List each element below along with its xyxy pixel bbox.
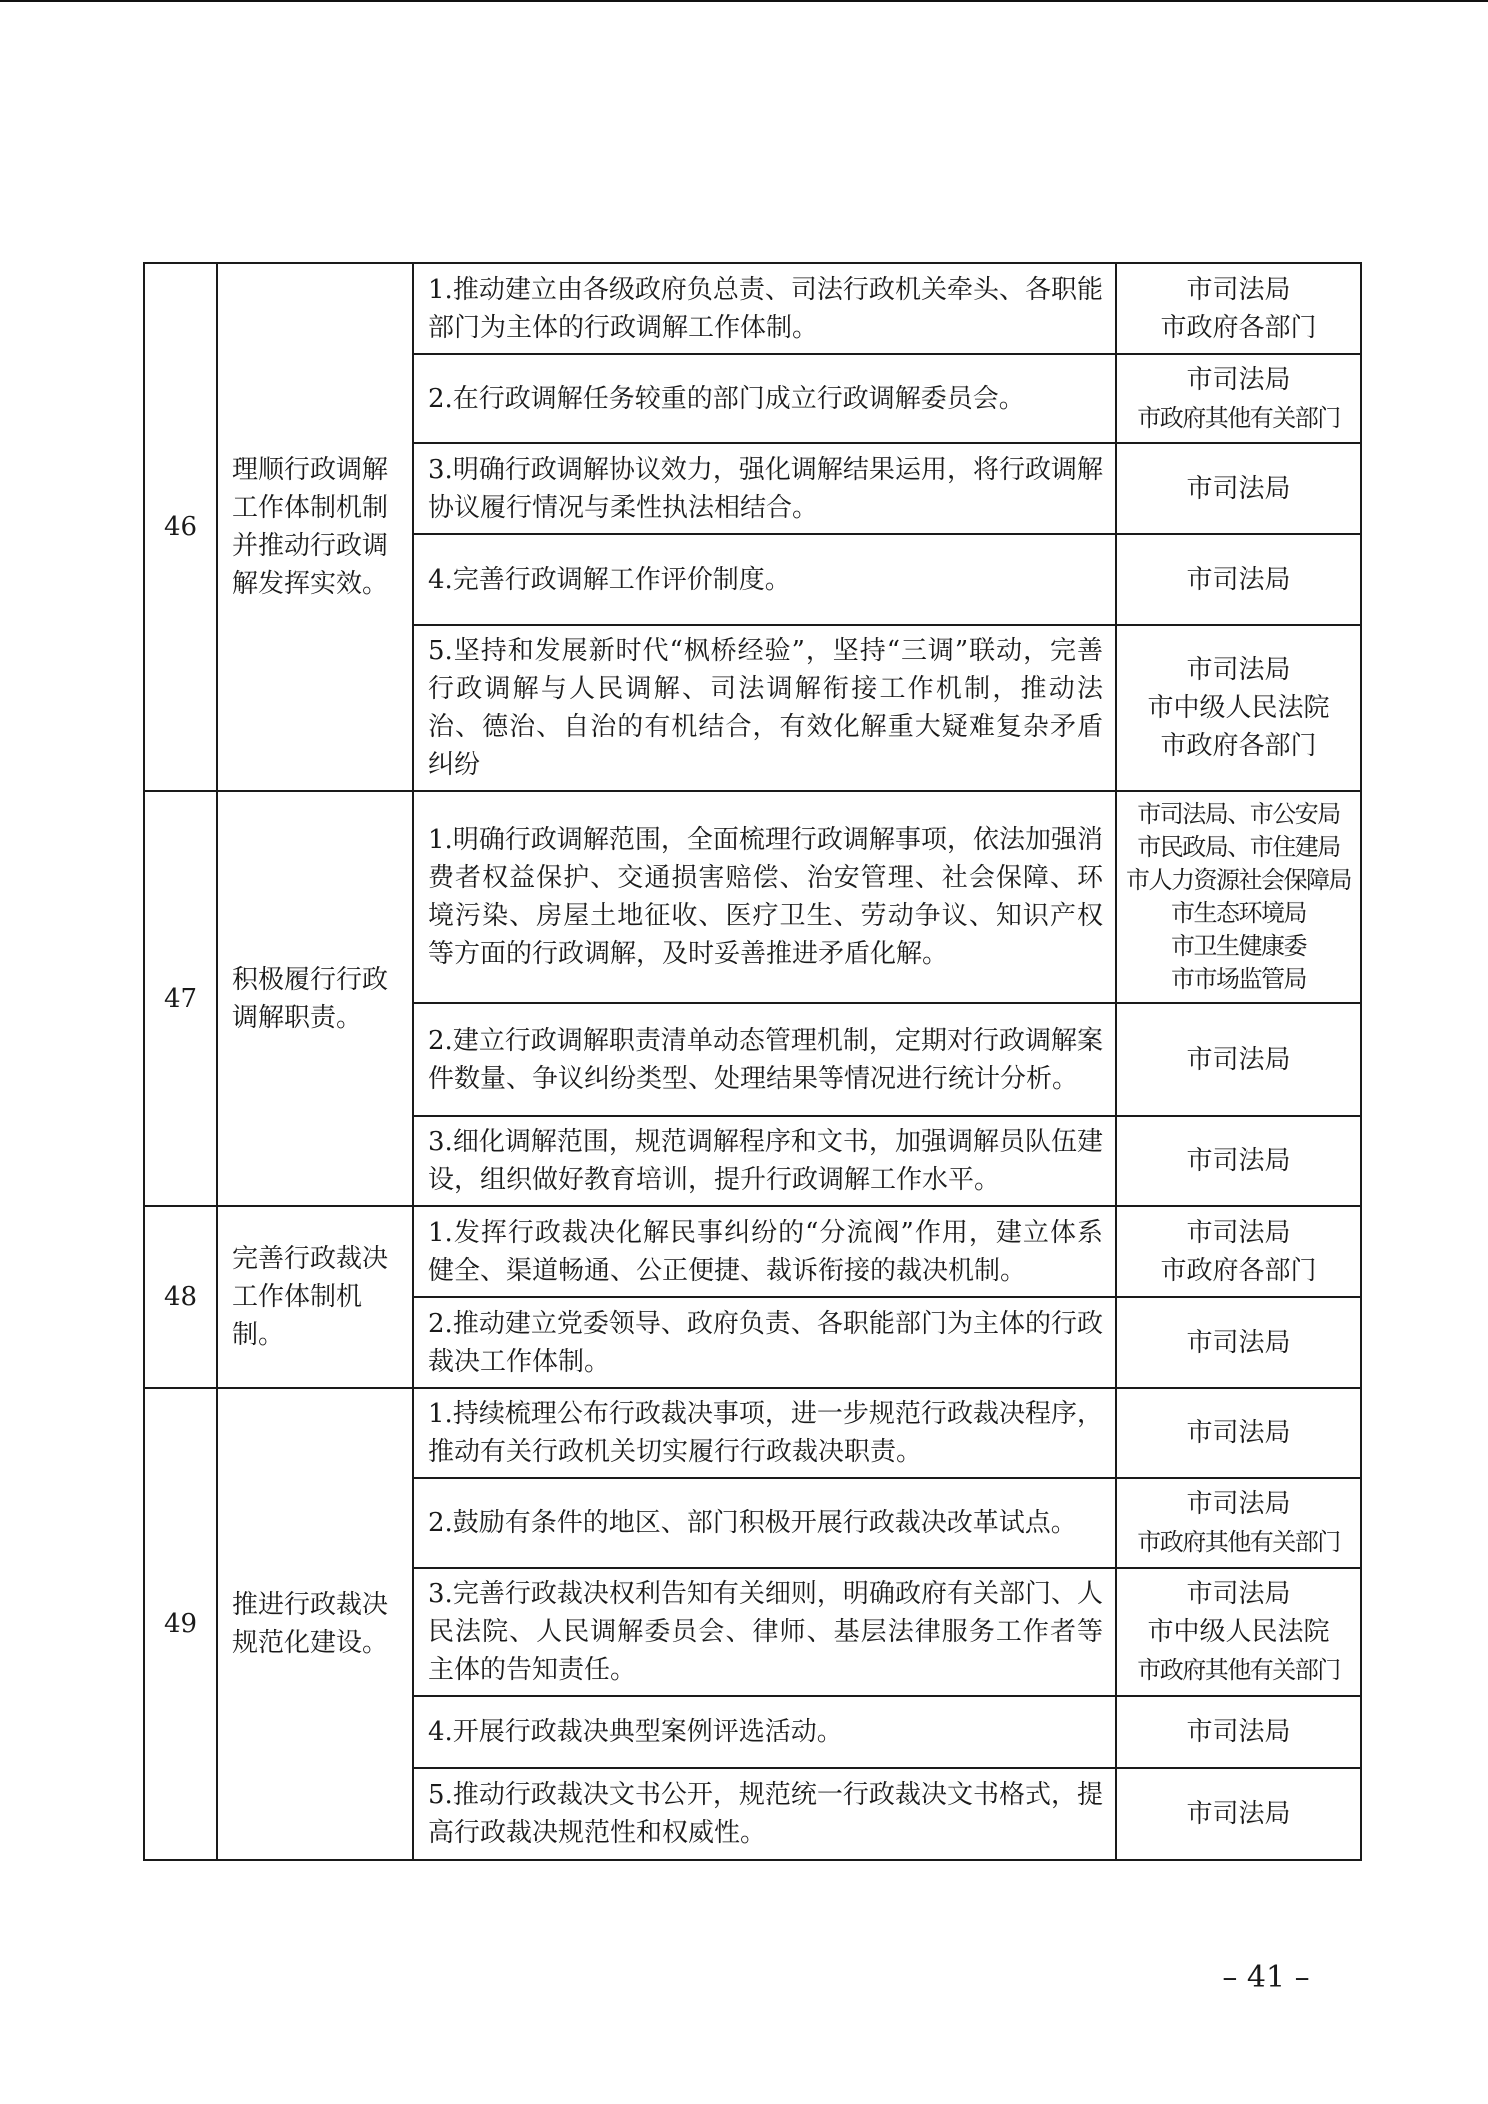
unit-cell	[1116, 1768, 1361, 1860]
unit-name: 市司法局	[1186, 1146, 1291, 1176]
unit-cell	[1116, 1003, 1361, 1116]
unit-name: 市政府各部门	[1160, 312, 1317, 343]
task-cell: 2.在行政调解任务较重的部门成立行政调解委员会。	[413, 354, 1116, 443]
task-cell: 2.推动建立党委领导、政府负责、各职能部门为主体的行政裁决工作体制。	[413, 1297, 1116, 1388]
unit-name: 市司法局	[1186, 564, 1291, 595]
table-row	[144, 263, 1361, 354]
goal-cell: 推进行政裁决规范化建设。	[217, 1388, 413, 1860]
unit-cell	[1116, 263, 1361, 354]
unit-name: 市中级人民法院	[1147, 1617, 1330, 1647]
unit-name: 市司法局	[1186, 1044, 1291, 1075]
unit-cell	[1116, 1696, 1361, 1768]
table-row	[144, 1206, 1361, 1297]
task-cell: 3.细化调解范围，规范调解程序和文书，加强调解员队伍建设，组织做好教育培训，提升行政调解工作水平。	[413, 1116, 1116, 1206]
task-cell: 3.完善行政裁决权利告知有关细则，明确政府有关部门、人民法院、人民调解委员会、律师、基层法律服务工作者等主体的告知责任。	[413, 1568, 1116, 1696]
task-cell: 1.持续梳理公布行政裁决事项，进一步规范行政裁决程序，推动有关行政机关切实履行行政裁决职责。	[413, 1388, 1116, 1478]
unit-name: 市生态环境局	[1171, 899, 1306, 927]
unit-name: 市政府其他有关部门	[1137, 403, 1340, 432]
task-cell: 2.鼓励有条件的地区、部门积极开展行政裁决改革试点。	[413, 1478, 1116, 1568]
unit-cell	[1116, 534, 1361, 625]
task-cell: 1.推动建立由各级政府负总责、司法行政机关牵头、各职能部门为主体的行政调解工作体制。	[413, 263, 1116, 354]
task-cell: 4.完善行政调解工作评价制度。	[413, 534, 1116, 625]
unit-cell	[1116, 1478, 1361, 1568]
unit-name: 市司法局、市公安局	[1137, 800, 1340, 828]
task-cell: 5.推动行政裁决文书公开，规范统一行政裁决文书格式，提高行政裁决规范性和权威性。	[413, 1768, 1116, 1860]
unit-name: 市司法局	[1186, 655, 1291, 685]
unit-name: 市政府各部门	[1160, 731, 1317, 761]
unit-name: 市政府其他有关部门	[1137, 1656, 1340, 1684]
task-cell: 1.明确行政调解范围，全面梳理行政调解事项，依法加强消费者权益保护、交通损害赔偿、治安管理、社会保障、环境污染、房屋土地征收、医疗卫生、劳动争议、知识产权等方面的行政调解，及时妥善推进矛盾化解。	[413, 791, 1116, 1003]
unit-cell	[1116, 1116, 1361, 1206]
unit-name: 市卫生健康委	[1171, 932, 1306, 960]
unit-name: 市司法局	[1186, 364, 1291, 395]
goal-cell: 理顺行政调解工作体制机制并推动行政调解发挥实效。	[217, 263, 413, 791]
goal-cell: 完善行政裁决工作体制机制。	[217, 1206, 413, 1388]
unit-name: 市司法局	[1186, 1217, 1291, 1248]
item-number: 48	[144, 1206, 217, 1388]
unit-cell	[1116, 1388, 1361, 1478]
goal-cell: 积极履行行政调解职责。	[217, 791, 413, 1206]
unit-name: 市司法局	[1186, 1717, 1291, 1747]
unit-name: 市司法局	[1186, 1489, 1291, 1519]
unit-name: 市司法局	[1186, 1418, 1291, 1448]
unit-cell	[1116, 1568, 1361, 1696]
unit-name: 市司法局	[1186, 1327, 1291, 1358]
item-number: 49	[144, 1388, 217, 1860]
top-border-line	[0, 0, 1488, 2]
unit-cell	[1116, 625, 1361, 791]
item-number: 46	[144, 263, 217, 791]
unit-name: 市民政局、市住建局	[1137, 833, 1340, 861]
unit-cell	[1116, 1297, 1361, 1388]
unit-name: 市司法局	[1186, 473, 1291, 504]
unit-cell	[1116, 1206, 1361, 1297]
unit-cell	[1116, 443, 1361, 534]
unit-name: 市市场监管局	[1171, 965, 1306, 993]
table-row	[144, 1388, 1361, 1478]
unit-name: 市司法局	[1186, 1579, 1291, 1609]
unit-name: 市政府其他有关部门	[1137, 1528, 1340, 1556]
unit-cell	[1116, 791, 1361, 1003]
item-number: 47	[144, 791, 217, 1206]
unit-name: 市人力资源社会保障局	[1126, 866, 1351, 894]
task-cell: 5.坚持和发展新时代“枫桥经验”，坚持“三调”联动，完善行政调解与人民调解、司法调解衔接工作机制，推动法治、德治、自治的有机结合，有效化解重大疑难复杂矛盾纠纷	[413, 625, 1116, 791]
task-cell: 2.建立行政调解职责清单动态管理机制，定期对行政调解案件数量、争议纠纷类型、处理结果等情况进行统计分析。	[413, 1003, 1116, 1116]
page-number: – 41 –	[1222, 1960, 1310, 1995]
task-cell: 1.发挥行政裁决化解民事纠纷的“分流阀”作用，建立体系健全、渠道畅通、公正便捷、裁诉衔接的裁决机制。	[413, 1206, 1116, 1297]
unit-name: 市司法局	[1186, 274, 1291, 305]
table-row	[144, 791, 1361, 1003]
unit-cell	[1116, 354, 1361, 443]
task-table	[143, 262, 1362, 1861]
unit-name: 市政府各部门	[1160, 1255, 1317, 1286]
unit-name: 市中级人民法院	[1147, 693, 1330, 723]
unit-name: 市司法局	[1186, 1799, 1291, 1829]
task-cell: 3.明确行政调解协议效力，强化调解结果运用，将行政调解协议履行情况与柔性执法相结合。	[413, 443, 1116, 534]
task-cell: 4.开展行政裁决典型案例评选活动。	[413, 1696, 1116, 1768]
